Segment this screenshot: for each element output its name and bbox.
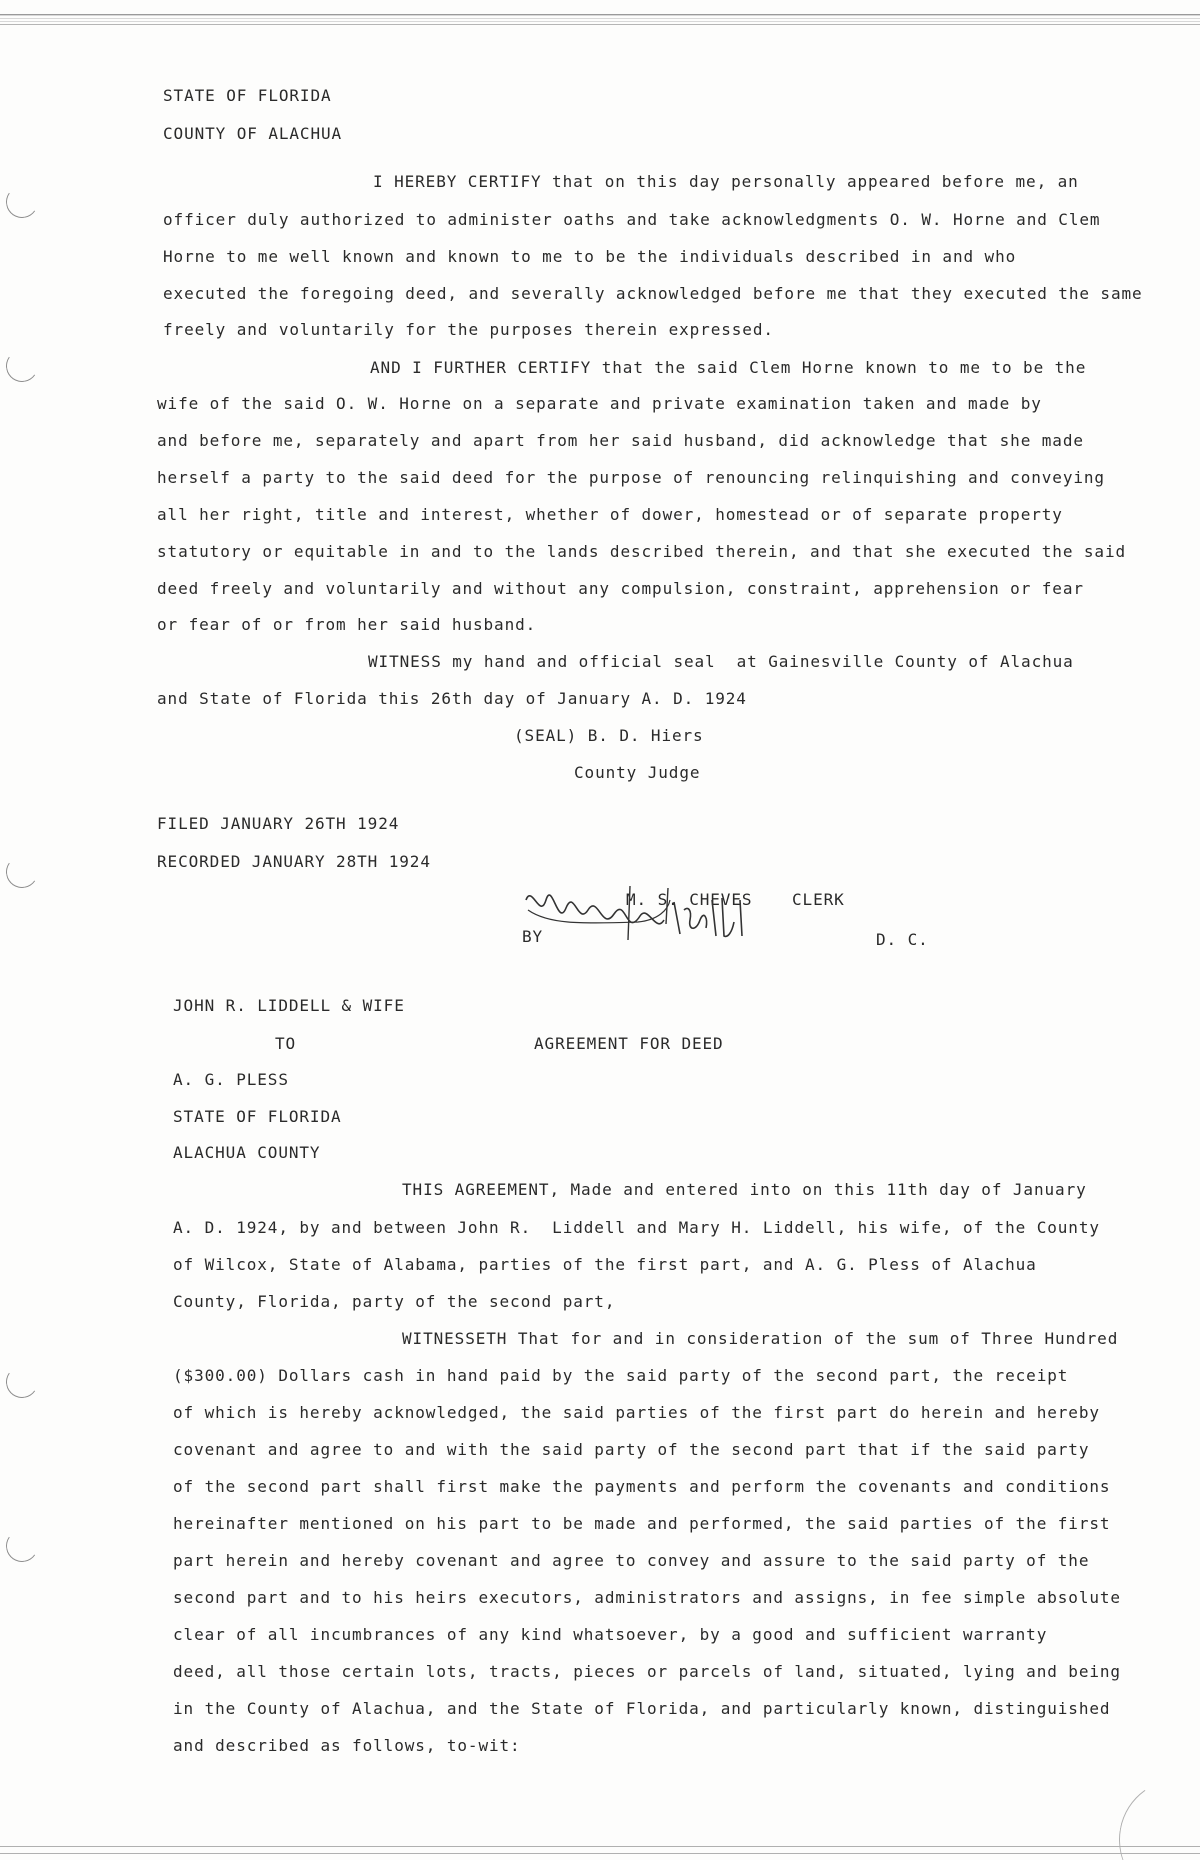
agreement-grantee: A. G. PLESS (173, 1070, 289, 1089)
agreement-line-4: County, Florida, party of the second part, (173, 1292, 616, 1311)
deputy-clerk-label: D. C. (876, 930, 929, 949)
certificate-line-14: WITNESS my hand and official seal at Gainesville County of Alachua (368, 652, 1074, 671)
punch-hole-4 (3, 1363, 40, 1400)
seal-signature: (SEAL) B. D. Hiers (514, 726, 704, 745)
certificate-line-15: and State of Florida this 26th day of January A. D. 1924 (157, 689, 747, 708)
agreement-line-12: second part and to his heirs executors, administrators and assigns, in fee simple absolute (173, 1588, 1121, 1607)
clerk-name: M. S. CHEVES (626, 890, 753, 909)
agreement-title: AGREEMENT FOR DEED (534, 1034, 724, 1053)
certificate-line-8: and before me, separately and apart from her said husband, did acknowledge that she made (157, 431, 1084, 450)
agreement-to-label: TO (275, 1034, 297, 1053)
agreement-line-11: part herein and hereby covenant and agree to convey and assure to the said party of the (173, 1551, 1090, 1570)
deputy-clerk-signature (518, 880, 786, 960)
agreement-line-13: clear of all incumbrances of any kind whatsoever, by a good and sufficient warranty (173, 1625, 1048, 1644)
agreement-line-14: deed, all those certain lots, tracts, pieces or parcels of land, situated, lying and being (173, 1662, 1121, 1681)
certificate-line-9: herself a party to the said deed for the purpose of renouncing relinquishing and conveying (157, 468, 1105, 487)
agreement-line-9: of the second part shall first make the payments and perform the covenants and conditions (173, 1477, 1111, 1496)
agreement-line-16: and described as follows, to-wit: (173, 1736, 521, 1755)
agreement-line-8: covenant and agree to and with the said party of the second part that if the said party (173, 1440, 1090, 1459)
agreement-line-1: THIS AGREEMENT, Made and entered into on this 11th day of January (402, 1180, 1087, 1199)
header-county: COUNTY OF ALACHUA (163, 124, 343, 143)
punch-hole-5 (3, 1527, 40, 1564)
certificate-line-6: AND I FURTHER CERTIFY that the said Clem Horne known to me to be the (370, 358, 1087, 377)
certificate-line-7: wife of the said O. W. Horne on a separate and private examination taken and made by (157, 394, 1042, 413)
clerk-title: CLERK (792, 890, 845, 909)
bottom-edge-rule (0, 1846, 1200, 1854)
signer-title: County Judge (574, 763, 701, 782)
agreement-line-5: WITNESSETH That for and in consideration of the sum of Three Hundred (402, 1329, 1119, 1348)
agreement-line-15: in the County of Alachua, and the State of Florida, and particularly known, distinguished (173, 1699, 1111, 1718)
filed-date: FILED JANUARY 26TH 1924 (157, 814, 400, 833)
certificate-line-1: I HEREBY CERTIFY that on this day personally appeared before me, an (373, 172, 1079, 191)
punch-hole-1 (3, 183, 40, 220)
agreement-line-3: of Wilcox, State of Alabama, parties of the first part, and A. G. Pless of Alachua (173, 1255, 1037, 1274)
agreement-grantor: JOHN R. LIDDELL & WIFE (173, 996, 405, 1015)
page-corner-curl (1109, 1769, 1200, 1860)
agreement-county: ALACHUA COUNTY (173, 1143, 321, 1162)
agreement-line-7: of which is hereby acknowledged, the said parties of the first part do herein and hereby (173, 1403, 1100, 1422)
agreement-line-2: A. D. 1924, by and between John R. Liddell and Mary H. Liddell, his wife, of the County (173, 1218, 1100, 1237)
certificate-line-13: or fear of or from her said husband. (157, 615, 537, 634)
by-label: BY (522, 927, 544, 946)
recorded-date: RECORDED JANUARY 28TH 1924 (157, 852, 431, 871)
punch-hole-3 (3, 853, 40, 890)
agreement-line-10: hereinafter mentioned on his part to be made and performed, the said parties of the first (173, 1514, 1111, 1533)
certificate-line-11: statutory or equitable in and to the lands described therein, and that she executed the said (157, 542, 1127, 561)
punch-hole-2 (3, 347, 40, 384)
certificate-line-10: all her right, title and interest, whether of dower, homestead or of separate property (157, 505, 1063, 524)
certificate-line-2: officer duly authorized to administer oaths and take acknowledgments O. W. Horne and Clem (163, 210, 1101, 229)
certificate-line-4: executed the foregoing deed, and severally acknowledged before me that they executed the same (163, 284, 1143, 303)
agreement-state: STATE OF FLORIDA (173, 1107, 342, 1126)
agreement-line-6: ($300.00) Dollars cash in hand paid by the said party of the second part, the receipt (173, 1366, 1069, 1385)
certificate-line-3: Horne to me well known and known to me to be the individuals described in and who (163, 247, 1017, 266)
top-edge-rule (0, 14, 1200, 25)
header-state: STATE OF FLORIDA (163, 86, 332, 105)
certificate-line-5: freely and voluntarily for the purposes therein expressed. (163, 320, 774, 339)
certificate-line-12: deed freely and voluntarily and without any compulsion, constraint, apprehension or fear (157, 579, 1084, 598)
